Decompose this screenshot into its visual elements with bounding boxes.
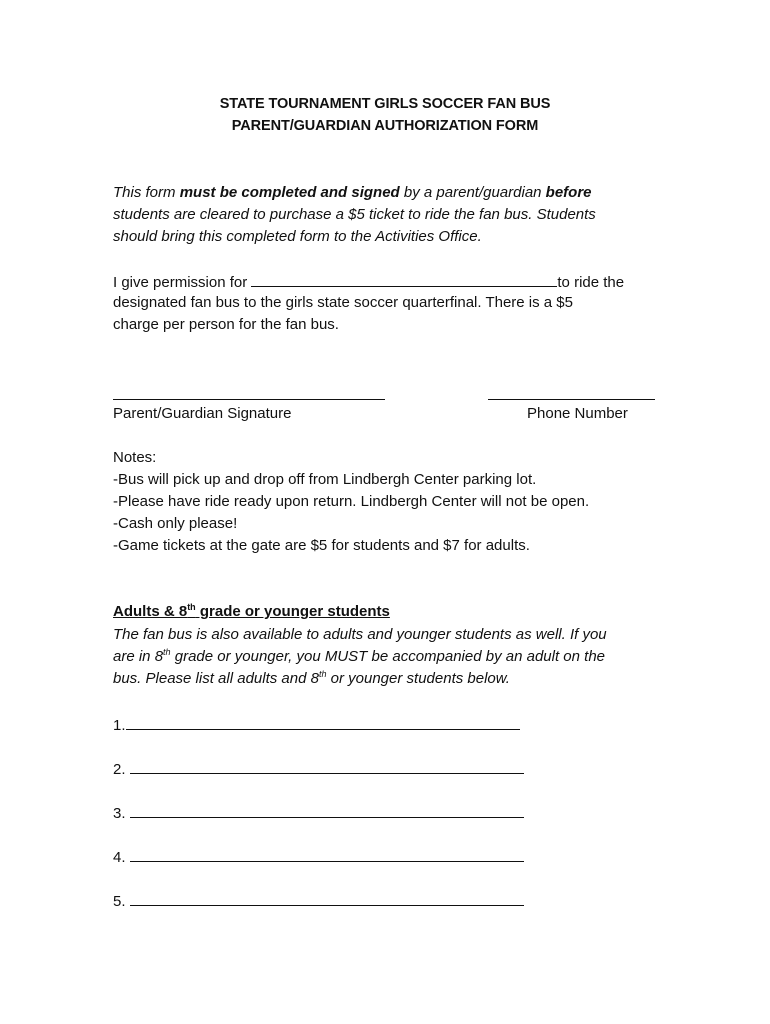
note-item: -Game tickets at the gate are $5 for students and $7 for adults.	[113, 537, 530, 554]
intro-text: This form	[113, 184, 180, 201]
adults-line2-text: are in 8	[113, 648, 164, 665]
notes-heading: Notes:	[113, 449, 157, 466]
parent-signature-field[interactable]	[113, 398, 385, 400]
adults-heading-sup: th	[187, 602, 196, 612]
adults-heading-text-2: grade or younger students	[195, 603, 390, 620]
parent-signature-label: Parent/Guardian Signature	[113, 405, 292, 422]
attendee-name-field[interactable]	[130, 847, 524, 862]
form-title-line1: STATE TOURNAMENT GIRLS SOCCER FAN BUS	[219, 96, 551, 112]
adults-section-heading	[113, 603, 390, 620]
adults-line3	[113, 670, 510, 687]
adults-heading-text: Adults & 8	[113, 603, 188, 620]
form-title-line2: PARENT/GUARDIAN AUTHORIZATION FORM	[231, 118, 539, 134]
permission-line1	[113, 272, 624, 291]
list-number: 3.	[113, 805, 130, 822]
adults-line2-sup: th	[163, 647, 171, 657]
adults-line3-text-2: or younger students below.	[326, 670, 510, 687]
attendee-name-field[interactable]	[130, 759, 524, 774]
list-number: 2.	[113, 761, 130, 778]
list-number: 1.	[113, 717, 126, 734]
note-item: -Cash only please!	[113, 515, 238, 532]
attendee-name-field[interactable]	[130, 891, 524, 906]
permission-line3: charge per person for the fan bus.	[113, 316, 339, 333]
intro-text-2: by a parent/guardian	[399, 184, 546, 201]
attendee-line-5	[113, 891, 524, 910]
attendee-line-2	[113, 759, 524, 778]
list-number: 4.	[113, 849, 130, 866]
permission-line2: designated fan bus to the girls state soccer quarterfinal. There is a $5	[113, 294, 573, 311]
intro-line3: should bring this completed form to the Activities Office.	[113, 228, 482, 245]
intro-bold-text: must be completed and signed	[179, 184, 400, 201]
adults-line3-text: bus. Please list all adults and 8	[113, 670, 319, 687]
attendee-name-field[interactable]	[126, 715, 520, 730]
adults-line1: The fan bus is also available to adults and younger students as well. If you	[113, 626, 607, 643]
attendee-line-1	[113, 715, 520, 734]
phone-number-label: Phone Number	[527, 405, 628, 422]
attendee-line-3	[113, 803, 524, 822]
attendee-name-field[interactable]	[130, 803, 524, 818]
phone-number-field[interactable]	[488, 398, 655, 400]
list-number: 5.	[113, 893, 130, 910]
intro-line1	[113, 184, 592, 201]
adults-line2	[113, 648, 605, 665]
note-item: -Bus will pick up and drop off from Lindbergh Center parking lot.	[113, 471, 537, 488]
adults-line2-text-2: grade or younger, you MUST be accompanied by an adult on the	[170, 648, 605, 665]
adults-line3-sup: th	[318, 669, 327, 679]
note-item: -Please have ride ready upon return. Lindbergh Center will not be open.	[113, 493, 590, 510]
student-name-field[interactable]	[251, 272, 557, 287]
attendee-line-4	[113, 847, 524, 866]
permission-prefix: I give permission for	[113, 274, 252, 291]
intro-line2: students are cleared to purchase a $5 ticket to ride the fan bus. Students	[113, 206, 596, 223]
permission-suffix: to ride the	[557, 274, 625, 291]
intro-bold-before: before	[545, 184, 592, 201]
